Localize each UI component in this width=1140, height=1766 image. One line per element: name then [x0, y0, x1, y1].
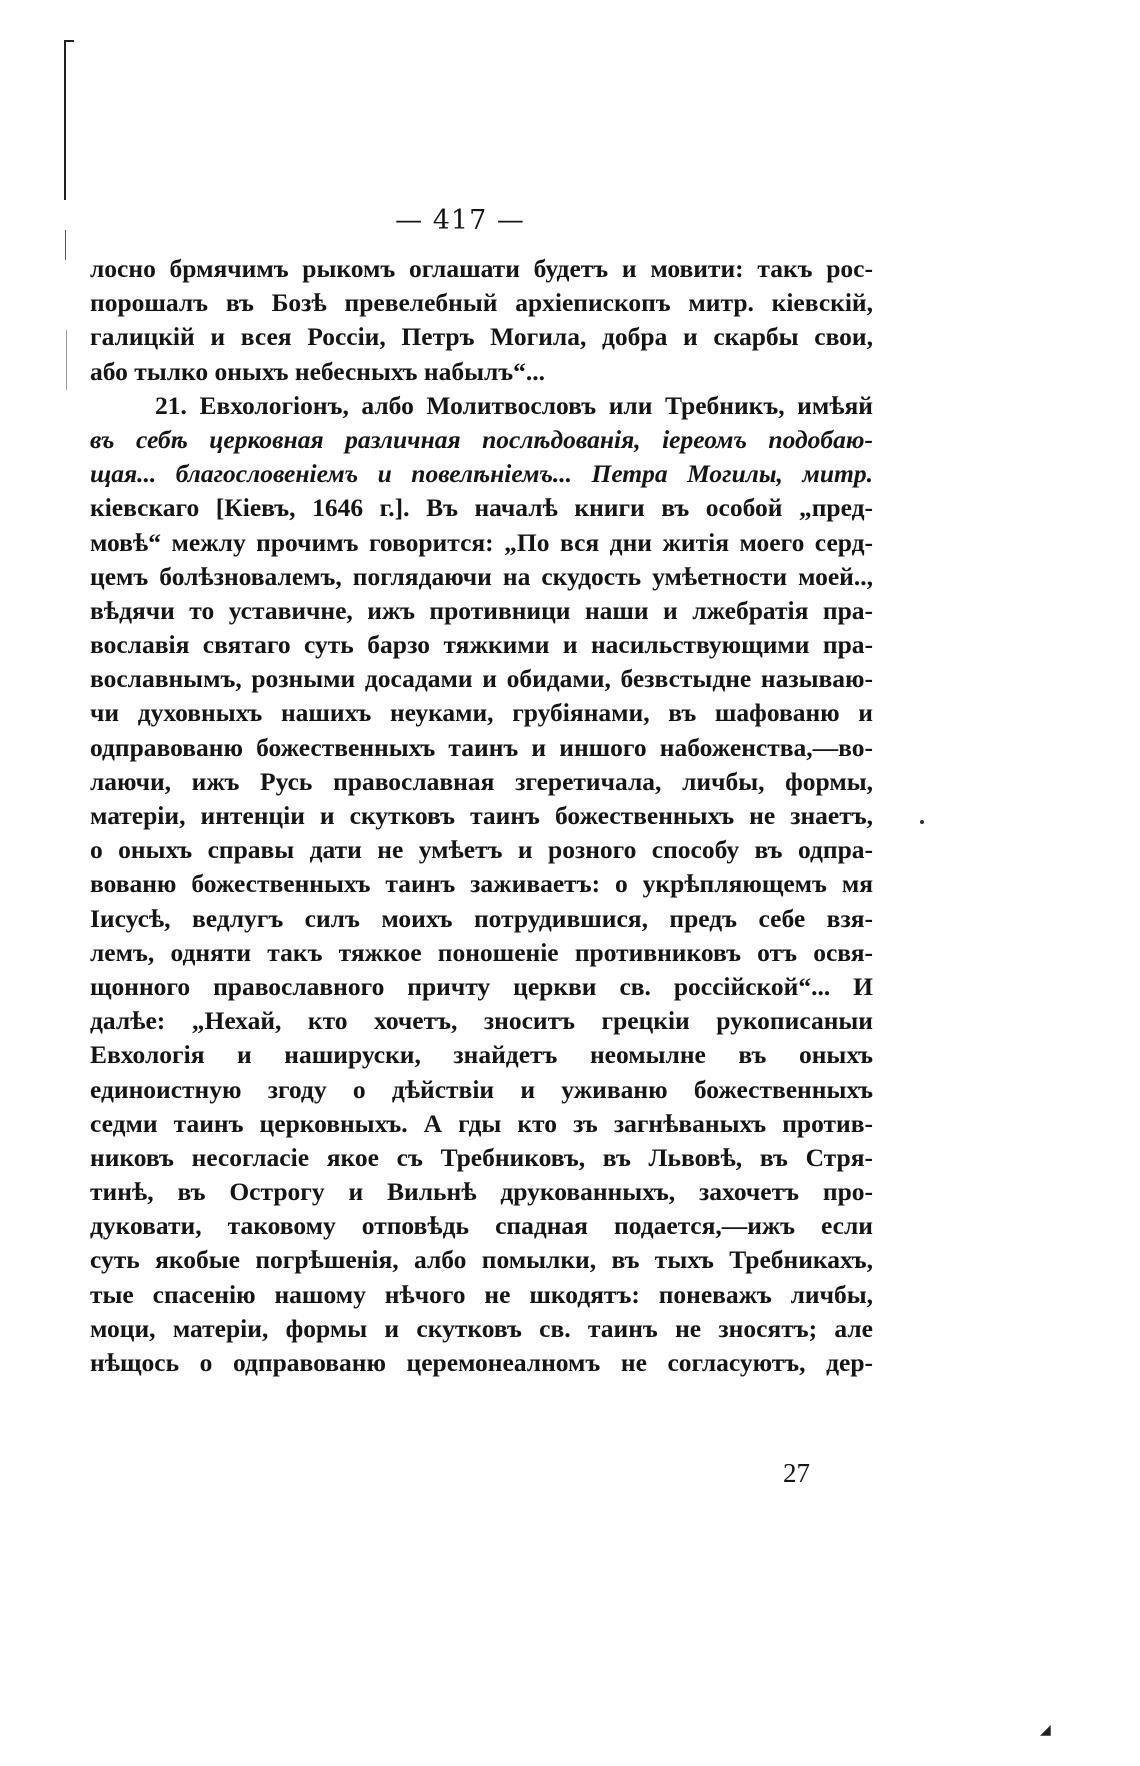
text-line: вославія святаго суть барзо тяжкими и насильствующими пра- [90, 630, 873, 660]
text-line: Іисусѣ, ведлугъ силъ моихъ потрудившися, предъ себе взя- [90, 903, 873, 933]
text-line: матеріи, интенціи и скутковъ таинъ божественныхъ не знаетъ, [90, 801, 873, 830]
corner-mark: ◢ [1040, 1722, 1051, 1738]
text-line: галицкій и всея Россіи, Петръ Могила, добра и скарбы свои, [90, 322, 873, 352]
text-line: щая... благословеніемъ и повелѣніемъ... Петра Могилы, митр. [90, 459, 873, 489]
crop-mark-vertical [64, 40, 66, 200]
text-line: вѣдячи то уставичне, ижъ противници наши и лжебратія пра- [90, 595, 873, 625]
margin-dot [920, 820, 924, 824]
text-line: лемъ, одняти такъ тяжкое поношеніе противниковъ отъ освя- [90, 937, 873, 967]
text-line: нѣщось о одправованю церемонеалномъ не согласуютъ, дер- [90, 1348, 873, 1377]
text-line: цемъ болѣзновалемъ, поглядаючи на скудость умѣетности моей.., [90, 561, 873, 591]
text-line: вованю божественныхъ таинъ заживаетъ: о укрѣпляющемъ мя [90, 869, 873, 899]
text-line: никовъ несогласіе якое съ Требниковъ, въ Львовѣ, въ Стря- [90, 1142, 873, 1172]
text-line: моци, матеріи, формы и скутковъ св. таинъ не зносятъ; але [90, 1313, 873, 1343]
text-line: единоистную згоду о дѣйствіи и уживаню божественныхъ [90, 1074, 873, 1104]
text-line: суть якобые погрѣшенія, албо помылки, въ тыхъ Требникахъ, [90, 1245, 873, 1275]
text-line: вославнымъ, розными досадами и обидами, безвстыдне называю- [90, 664, 873, 694]
text-line: далѣе: „Нехай, кто хочетъ, зноситъ грецкіи рукописаныи [90, 1006, 873, 1036]
text-line: порошалъ въ Бозѣ превелебный архіепископъ митр. кіевскій, [90, 288, 873, 318]
signature-mark: 27 [783, 1458, 810, 1488]
text-line: о оныхъ справы дати не умѣетъ и розного способу въ одпра- [90, 835, 873, 865]
text-line: кіевскаго [Кіевъ, 1646 г.]. Въ началѣ книги въ особой „пред- [90, 493, 873, 523]
text-line: тые спасенію нашому нѣчого не шкодятъ: поневажъ личбы, [90, 1279, 873, 1309]
text-line: щонного православного причту церкви св. россійской“... И [90, 971, 873, 1001]
margin-mark [65, 230, 66, 260]
text-line: седми таинъ церковныхъ. А гды кто зъ загнѣваныхъ против- [90, 1108, 873, 1138]
body-text [90, 252, 873, 1380]
text-line: лосно брмячимъ рыкомъ оглашати будетъ и мовити: такъ рос- [90, 254, 873, 283]
text-line: дуковати, таковому отповѣдь спадная подаетcя,—ижъ если [90, 1211, 873, 1241]
text-line: въ себѣ церковная различная послѣдованія, іереомъ подобаю- [90, 424, 873, 454]
page-number-header: — 417 — [395, 205, 525, 236]
margin-mark [66, 330, 67, 390]
text-line: або тылко оныхъ небесныхъ набылъ“... [90, 356, 546, 386]
text-line: мовѣ“ межлу прочимъ говорится: „По вся дни житія моего серд- [90, 527, 873, 557]
text-line: чи духовныхъ нашихъ неуками, грубіянами, въ шафованю и [90, 698, 873, 728]
text-line: Евхологія и нашируски, знайдетъ неомылне въ оныхъ [90, 1040, 873, 1070]
text-line: тинѣ, въ Острогу и Вильнѣ друкованныхъ, захочетъ про- [90, 1177, 873, 1207]
crop-mark-horizontal [64, 40, 74, 42]
text-line: 21. Евхологіонъ, албо Молитвословъ или Требникъ, имѣяй [155, 390, 873, 420]
text-line: лаючи, ижъ Русь православная згеретичала, личбы, формы, [90, 766, 873, 796]
text-line: одправованю божественныхъ таинъ и иншого набоженства,—во- [90, 732, 873, 762]
